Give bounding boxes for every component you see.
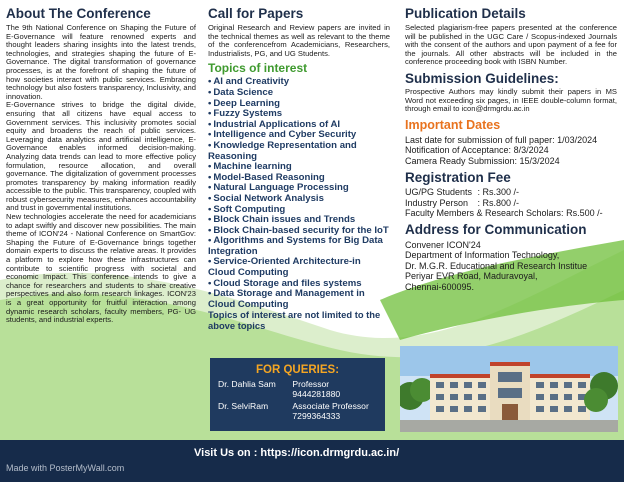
queries-box xyxy=(210,358,385,431)
fee-value: : Rs.300 /- xyxy=(477,187,520,198)
about-column xyxy=(6,6,196,325)
topic-item: • Natural Language Processing xyxy=(208,183,390,194)
contact-role: Associate Professor xyxy=(292,401,369,411)
contact-phone-row xyxy=(210,389,385,399)
queries-title: FOR QUERIES: xyxy=(255,364,340,376)
topic-item: • Algorithms and Systems for Big Data Integration xyxy=(208,236,390,257)
fee-value: Rs.500 /- xyxy=(566,208,603,219)
topic-item: • Fuzzy Systems xyxy=(208,109,390,120)
date-item: Camera Ready Submission: 15/3/2024 xyxy=(405,155,560,166)
topic-item: • Data Science xyxy=(208,88,390,99)
submission-title: Submission Guidelines: xyxy=(405,70,559,86)
address-title: Address for Communication xyxy=(405,221,587,237)
fee-row xyxy=(405,187,617,198)
call-column xyxy=(208,6,390,331)
topic-item: • Intelligence and Cyber Security xyxy=(208,130,390,141)
date-item: Notification of Acceptance: 8/3/2024 xyxy=(405,145,549,156)
fee-title: Registration Fee xyxy=(405,170,511,186)
topic-item: • Soft Computing xyxy=(208,205,390,216)
submission-text: Prospective Authors may kindly submit their papers in MS Word not exceeding six pages, in IEEE double-column format, through email to icon@drmgrdu.ac.in xyxy=(405,86,617,114)
topic-item: • AI and Creativity xyxy=(208,77,390,88)
topic-item: • Social Network Analysis xyxy=(208,194,390,205)
contact-role: Professor xyxy=(292,379,330,389)
dates-title: Important Dates xyxy=(405,117,501,132)
fee-value: : Rs.800 /- xyxy=(477,197,520,208)
topic-item: • Block Chain-based security for the IoT xyxy=(208,226,390,237)
campus-building-image xyxy=(400,346,618,432)
topic-item: • Knowledge Representation and Reasoning xyxy=(208,141,390,162)
details-column xyxy=(405,6,617,292)
about-paragraph-2: E-Governance strives to bridge the digital divide, ensuring that all citizens have equal access to Government services. This inclusivity promotes social equity and broadens the reach of public services. Leveraging data analytics and artificial intelligence, E-Governance enables informed decision-making. Analyzing data trends can lead to more effective policy formulation, resource allocation, and overall governance. The digitalization of government processes promotes transparency by making information readily accessible to the public. This transparency, coupled with robust cybersecurity measures, enhances accountability and trust in governmental institutions. xyxy=(6,100,196,213)
topic-item: • Service-Oriented Architecture-in Cloud Computing xyxy=(208,257,390,278)
topics-title: Topics of interest xyxy=(208,61,308,76)
fee-label: Industry Person xyxy=(405,197,469,208)
about-paragraph-1: The 9th National Conference on Shaping the Future of E-Governance will feature renowned experts and thought leaders sharing insights into the latest trends, technologies, and strategies shaping the future of E-Governance. The digital transformation of governance processes, is at the forefront of shaping the future of how societies interact with public services. Embracing technology but also fosters transparency, Inclusivity, and innovation. xyxy=(6,23,196,101)
topics-list xyxy=(208,77,390,310)
address-line: Periyar EVR Road, Maduravoyal, xyxy=(405,271,538,282)
address-line: Convener ICON'24 xyxy=(405,239,481,250)
contact-name: Dr. Dahlia Sam xyxy=(218,379,276,389)
topic-item: • Data Storage and Management in Cloud Computing xyxy=(208,289,390,310)
contact-row xyxy=(210,379,385,389)
fee-row xyxy=(405,208,617,219)
topic-item: • Block Chain issues and Trends xyxy=(208,215,390,226)
contact-phone[interactable]: 9444281880 xyxy=(292,389,341,399)
about-title: About The Conference xyxy=(6,6,151,21)
address-line: Department of Information Technology, xyxy=(405,250,560,261)
topic-item: • Deep Learning xyxy=(208,99,390,110)
contact-phone-row xyxy=(210,411,385,421)
call-text: Original Research and Review papers are invited in the technical themes as well as relevant to the theme of the conferencefrom Academicians, Researchers, Industrialists, PG, and UG Students. xyxy=(208,23,390,58)
date-item: Last date for submission of full paper: 1/03/2024 xyxy=(405,134,598,145)
contact-phone[interactable]: 7299364333 xyxy=(292,411,341,421)
topic-item: • Cloud Storage and files systems xyxy=(208,279,390,290)
contact-name: Dr. SelviRam xyxy=(218,401,269,411)
fee-label: Faculty Members & Research Scholars: xyxy=(405,208,564,219)
contact-row xyxy=(210,401,385,411)
publication-text: Selected plagiarism-free papers presented at the conference will be published in the UGC Care / Scopus-indexed Journals with the consent of the authors and upon payment of a fee for the journals. All other abstracts will be included in the conference proceeding book with ISBN Number. xyxy=(405,23,617,67)
about-paragraph-3: New technologies accelerate the need for academicians to adapt swiftly and discover new possibilities. The main theme of ICON'24 - National Conference on SmartGov: Shaping the Future of E-Governance brings together domain experts to discuss the relative areas. It provides a platform to explore how these infrastructures can contribute to scientific progress with societal and economic Impact. This conference intends to give a chance for researchers and students to share creative perspectives and also form research linkages. ICON'23 is a great opportunity for fruitful interaction among dynamic research scholars, faculty members, PG- UG students, and industrial experts. xyxy=(6,212,196,325)
topics-note: Topics of interest are not limited to the above topics xyxy=(208,309,381,331)
topic-item: • Industrial Applications of AI xyxy=(208,120,390,131)
fee-row xyxy=(405,198,617,209)
address-line: Chennai-600095. xyxy=(405,281,475,292)
call-title: Call for Papers xyxy=(208,6,304,21)
publication-title: Publication Details xyxy=(405,6,526,21)
topic-item: • Machine learning xyxy=(208,162,390,173)
fee-label: UG/PG Students xyxy=(405,187,473,198)
watermark-text: Made with PosterMyWall.com xyxy=(6,463,125,473)
address-line: Dr. M.G.R. Educational and Research Institue xyxy=(405,260,588,271)
topic-item: • Model-Based Reasoning xyxy=(208,173,390,184)
visit-website-link[interactable]: Visit Us on : https://icon.drmgrdu.ac.in/ xyxy=(194,447,400,459)
